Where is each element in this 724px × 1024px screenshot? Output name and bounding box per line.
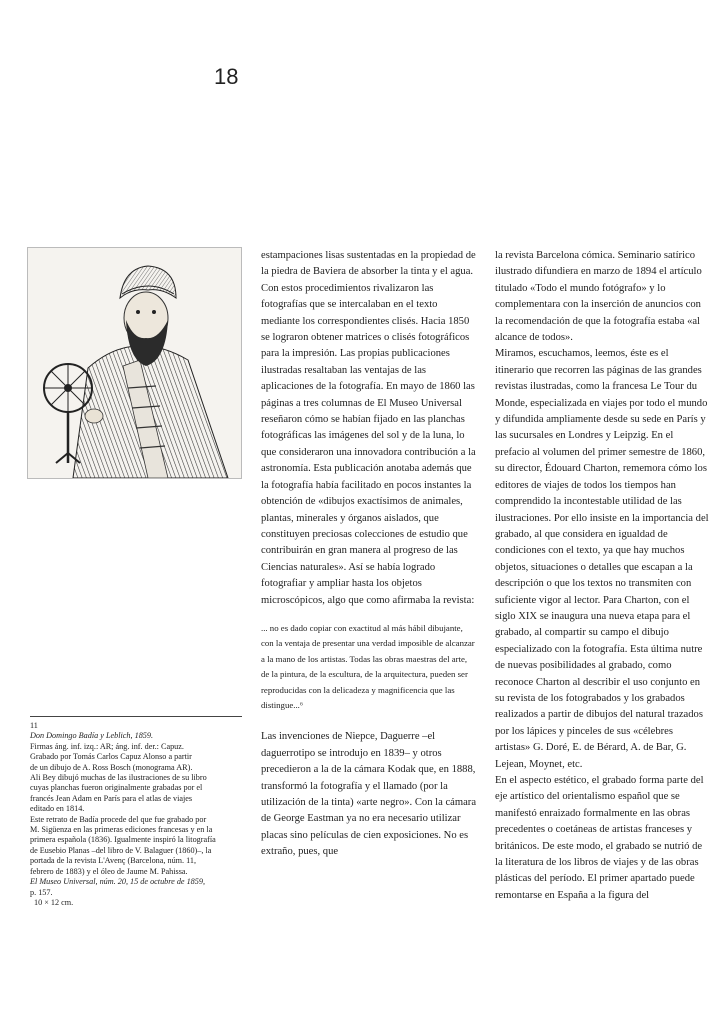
body-paragraph: Las invenciones de Niepce, Daguerre –el daguerrotipo se introdujo en 1839– y otros precedieron a la de la cámara Kodak que, en 1888, transformó la fotografía y el llamado (por la utilización de la tinta) «arte negro». Con la cámara de George Eastman ya no era necesario utilizar placas sino películas de cien exposiciones. No es extraño, pues, que — [261, 731, 477, 858]
caption-line: Firmas áng. inf. izq.: AR; áng. inf. der.: Capuz. — [30, 741, 184, 751]
body-paragraph: Con estos procedimientos rivalizaron las fotografías que se intercalaban en el texto mediante los correspondientes clisés. Hacia 1850 se lograron obtener matrices o clisés fotográficos para la impresión. Las propias publicaciones ilustradas resaltaban las ventajas de las aplicaciones de la fotografía. En mayo de 1860 las páginas a tres columnas de El Museo Universal reseñaron cómo se habían fijado en las planchas fotográficas las imágenes del sol y de la luna, lo que consideraron una innovadora contribución a la astronomía. Esta publicación anotaba además que la fotografía había facilitado en pocos instantes la obtención de «dibujos exactísimos de animales, plantas, minerales y órganos aislados, que constituyen preciosas colecciones de estudio que contribuirán en gran manera al progreso de las Ciencias naturales». Así se había logrado fotografiar y ampliar hasta los objetos microscópicos, algo que como afirmaba la revista: — [261, 282, 476, 606]
block-quote: ... no es dado copiar con exactitud al más hábil dibujante, con la ventaja de presentar una verdad imposible de alcanzar a la mano de los artistas. Todas las obras maestras del arte, de la pintura, de la escultura, de la arquitectura, pueden ser reproducidas con la delicadeza y magnificencia que las distingue...⁶ — [261, 622, 475, 710]
caption-line: francés Jean Adam en París para el atlas de viajes — [30, 793, 193, 803]
caption-line: M. Sigüenza en las primeras ediciones francesas y en la — [30, 825, 213, 835]
right-column — [495, 248, 710, 904]
caption-line: portada de la revista L'Avenç (Barcelona, núm. 11, — [30, 856, 197, 866]
caption-line: de Eusebio Planas –del libro de V. Balaguer (1860)–, la — [30, 845, 212, 855]
caption-rule — [30, 716, 242, 717]
caption-line: Ali Bey dibujó muchas de las ilustraciones de su libro — [30, 773, 207, 783]
page-number: 18 — [214, 64, 239, 89]
caption-line: de un dibujo de A. Ross Bosch (monograma AR). — [30, 762, 193, 772]
caption-line: cuyas planchas fueron originalmente grabadas por el — [30, 783, 203, 793]
middle-column — [261, 248, 477, 861]
caption-line: Este retrato de Badía procede del que fue grabado por — [30, 814, 207, 824]
figure-caption — [30, 716, 242, 908]
caption-line: Grabado por Tomás Carlos Capuz Alonso a partir — [30, 752, 192, 762]
caption-line: p. 157. — [30, 887, 53, 897]
body-paragraph: En el aspecto estético, el grabado forma parte del eje artístico del orientalismo español que se manifestó enraizado formalmente en las obras precedentes o coetáneas de artistas franceses y británicos. De este modo, el grabado se nutrió de la literatura de los libros de viajes y de las obras plásticas del período. El primer apartado puede remontarse en España a la figura del — [495, 775, 704, 901]
body-paragraph: estampaciones lisas sustentadas en la propiedad de la piedra de Baviera de absorber la tinta y el agua. — [261, 250, 476, 278]
body-paragraph: la revista Barcelona cómica. Seminario satírico ilustrado difundiera en marzo de 1894 el artículo titulado «Todo el mundo fotógrafo» y lo complementara con la inserción de anuncios con la recomendación de que la fotografía estaba «al alcance de todos». — [495, 250, 702, 344]
caption-line: 10 × 12 cm. — [34, 897, 74, 907]
caption-line: El Museo Universal, núm. 20, 15 de octubre de 1859, — [30, 877, 206, 887]
body-paragraph: Miramos, escuchamos, leemos, éste es el itinerario que recorren las páginas de las grandes revistas ilustradas, como la francesa Le Tour du Monde, especializada en viajes por todo el mundo y difundida ampliamente desde su sede en París y las sucursales en Londres y Leipzig. En el prefacio al volumen del primer semestre de 1860, su director, Édouard Charton, rememora cómo los editores de viajes de todos los tiempos han comprendido la incontestable utilidad de las ilustraciones. Por ello insiste en la importancia del grabado, al que considera en igualdad de condiciones con el texto, ya que hay muchos objetos, situaciones o detalles que escapan a la descripción o que los textos no transmiten con suficiente vigor al lector. Para Charton, con el siglo XIX se inaugura una nueva etapa para el grabado, al compartir su campo el dibujo especializado con la fotografía. Esta última nutre de nuevas posibilidades al grabado, como reconoce Charton al describir el uso conjunto en su revista de los fotograbados y los grabados realizados a partir de dibujos del natural trazados por los lápices y pinceles de sus «célebres artistas» G. Doré, E. de Bérard, A. de Bar, G. Lejean, Moynet, etc. — [495, 348, 709, 770]
portrait-engraving — [27, 247, 242, 479]
caption-line: primera española (1836). Igualmente inspiró la litografía — [30, 835, 216, 845]
caption-line: Don Domingo Badía y Leblich, 1859. — [30, 731, 154, 741]
caption-line: editado en 1814. — [30, 804, 85, 814]
caption-line: 11 — [30, 721, 38, 730]
caption-line: febrero de 1883) y el óleo de Jaume M. Pahissa. — [30, 866, 188, 876]
